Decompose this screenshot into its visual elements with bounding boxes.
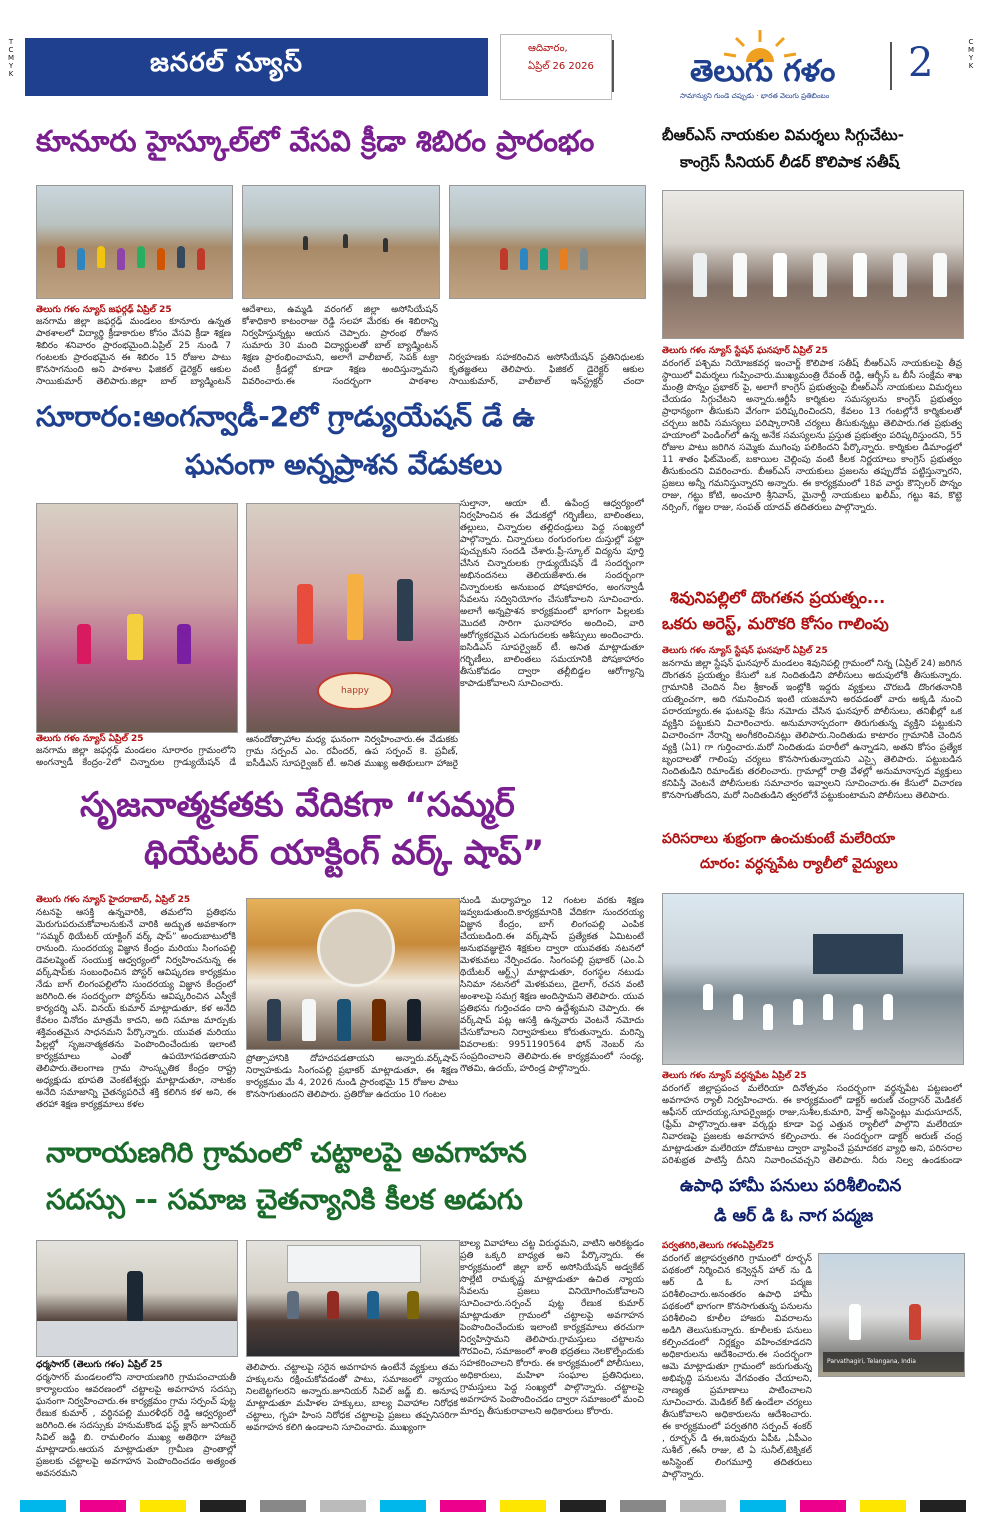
banner xyxy=(287,1245,421,1283)
header-divider-right xyxy=(890,42,892,90)
photo-legal-dais xyxy=(246,1240,460,1357)
article-brs-body: వరంగల్ పశ్చిమ నియోజకవర్గ ఇంచార్జ్ కొలిపాక సతీష్ బీఆర్ఎస్ నాయకులపై తీవ్ర స్థాయిలో విమర్శలు గుప్పించారు.ముఖ్యమంత్రి రేవంత్ రెడ్డి, ఆర్బీస్ ఒ బీసీ సంక్షేమ శాఖ మంత్రి పొన్నం ప్రభాకర్ పై, అలాగే కాంగ్రెస్ ప్రభుత్వంపై బీఆర్ఎస్ నాయకులు విమర్శలు చేయడం సిగ్గుచేటని అన్నారు.ఆర్టీసీ కార్మికుల సమస్యలను కాంగ్రెస్ ప్రభుత్వం ప్రాధాన్యంగా తీసుకుని వేగంగా పరిష్కరించిందని, కేవలం 13 గంటల్లోనే కార్మికులతో చర్చలు జరిపి సమస్యలు పరిష్కారానికి చర్యలు తీసుకున్నట్లు తెలిపారు.గత ప్రభుత్వ హయాంలో పెండింగ్‌లో ఉన్న అనేక సమస్యలను ప్రస్తుత ప్రభుత్వం పరిష్కరిస్తుందని, 55 రోజుల పాటు జరిగిన సమ్మెకు ముగింపు పలికిందని పేర్కొన్నారు. కార్మికుల డిమాండ్లలో 11 శాతం ఫిట్‌మెంట్, బకాయిల చెల్లింపు వంటి కీలక నిర్ణయాలు కాంగ్రెస్ ప్రభుత్వం తీసుకుందని వివరించారు. బీఆర్ఎస్ నాయకులు ప్రజలను తప్పుదోవ పట్టిస్తున్నారని, ప్రజలు అన్నీ గమనిస్తున్నారని అన్నారు. ఈ కార్యక్రమంలో 18వ వార్డు కౌన్సిలర్ పొన్నం రాజు, గట్టు కోటి, అంచూరి శ్రీనివాస్, మైనార్టీ నాయకులు ఖలీమ్, గట్టు శివ, కొట్టె నర్సింగ్, గజ్జల రాజు, సంపత్ యాదవ్ తదితరులు పాల్గొన్నారు. xyxy=(662,359,962,513)
color-swatch xyxy=(800,1500,846,1512)
headline-anganwadi-line1: సూరారం:అంగన్వాడీ-2లో గ్రాడ్యుయేషన్ డే ఉ xyxy=(36,400,535,433)
photo-malaria-rally xyxy=(662,893,964,1065)
photo-upadhi-inspection xyxy=(818,1253,965,1377)
headline-brs-line2: కాంగ్రెస్ సీనియర్ లీడర్ కొలిపాక సతీష్ xyxy=(680,153,900,171)
byline-anganwadi: తెలుగు గళం న్యూస్ ఏప్రిల్ 25 xyxy=(36,734,144,744)
headline-malaria-line1: పరిసరాలు శుభ్రంగా ఉంచుకుంటే మలేరియా xyxy=(662,831,895,847)
photo-summer-camp-students xyxy=(449,185,646,299)
byline-summer-camp: తెలుగు గళం న్యూస్ జఫర్గఢ్ ఏప్రిల్ 25 xyxy=(36,305,172,315)
photo-anganwadi-annaprasana xyxy=(246,503,460,733)
article-legal-col1: ధర్మసాగర్ మండలంలోని నారాయణగిరి గ్రామపంచాయతీ కార్యాలయం ఆవరణంలో చట్టాలపై అవగాహన సదస్సు ఘనంగా నిర్వహించారు.ఈ కార్యక్రమం గ్రామ సర్పంచ్ పుట్ట రేణుక కుమార్ , వర్ధినపల్లి మురళీధర్ రెడ్డి ఆధ్వర్యంలో జరిగింది.ఈ సదస్సుకు హనుమకొండ ఫస్ట్ క్లాస్ జూనియర్ సివిల్ జడ్జి బి. రామలింగం ముఖ్య అతిథిగా హాజరై మాట్లాడారు.ఆయన మాట్లాడుతూ గ్రామీణ ప్రాంతాల్లో ప్రజలకు చట్టాలపై అవగాహన పెంపొందించడం అత్యంత అవసరమని xyxy=(36,1373,236,1479)
photo-anganwadi-graduation xyxy=(36,503,238,733)
logo-tagline: సామాన్యుని గుండె చప్పుడు · భారత వెలుగు ప్రతిబింబం xyxy=(680,92,830,100)
article-summer-camp-col2: ఆదేశాలు, ఉమ్మడి వరంగల్ జిల్లా అసోసియేషన్ కోశాధికారి కాటంరాజు రెడ్డి సలహా మేరకు ఈ శిబిరాన్ని నిర్వహిస్తున్నట్లు ఆయన చెప్పారు. ప్రారంభ రోజున సుమారు 30 మంది విద్యార్థులతో బాల్ బ్యాడ్మింటన్ శిక్షణ ప్రారంభించామని, అలాగే వాలీబాల్, సెపక్ టక్రా వంటి క్రీడల్లో కూడా శిక్షణ అందిస్తున్నామని వివరించారు.ఈ సందర్భంగా పాఠశాల xyxy=(242,305,438,387)
portrait-frame xyxy=(317,909,395,987)
article-anganwadi-col-b: సుల్తానా, ఆయా టీ. ఉపేంద్ర ఆధ్వర్యంలో నిర్వహించిన ఈ వేడుకల్లో గర్భిణీలు, బాలింతలు, తల్లులు, చిన్నారుల తల్లిదండ్రులు పెద్ద సంఖ్యలో పాల్గొన్నారు. చిన్నారులు రంగురంగుల దుస్తుల్లో పట్టా పుచ్చుకుని సందడి చేశారు.ప్రీ-స్కూల్ విద్యను పూర్తి చేసిన చిన్నారులకు గ్రాడ్యుయేషన్ డే సందర్భంగా అభినందనలు తెలియజేశారు.ఈ సందర్భంగా చిన్నారులకు అనుబంధ పోషకాహారం, అంగన్వాడీ సేవలను సద్వినియోగం చేసుకోవాలని సూచించారు. అలాగే అన్నప్రాశన కార్యక్రమంలో భాగంగా పిల్లలకు మొదటి సారిగా ఘనాహారం అందించి, వారి ఆరోగ్యకరమైన ఎదుగుదలకు ఆశీస్సులు అందించారు. ఐసిడిఎస్ సూపర్వైజర్ టీ. అనిత మాట్లాడుతూ గర్భిణీలు, బాలింతలు సమయానికి పోషకాహారం తీసుకోవడం ద్వారా తల్లీబిడ్డల ఆరోగ్యాన్ని కాపాడుకోవాలని సూచించారు. xyxy=(460,499,644,689)
color-swatch xyxy=(740,1500,786,1512)
byline-malaria: తెలుగు గళం న్యూస్ వర్ధన్నపేట ఏప్రిల్ 25 xyxy=(662,1071,807,1081)
article-anganwadi-col-a: ఆనందోత్సాహాల మధ్య ఘనంగా నిర్వహించారు.ఈ వేడుకకు గ్రామ సర్పంచ్ ఎం. రవీందర్, ఉప సర్పంచ్ కె. ప్రవీణ్, ఐసీడీఎస్ సూపర్వైజర్ టీ. అనిత ముఖ్య అతిథులుగా హాజరై xyxy=(246,735,458,769)
newspaper-logo: తెలుగు గళం xyxy=(690,54,836,89)
headline-summer-camp: కూనూరు హైస్కూల్‌లో వేసవి క్రీడా శిబిరం ప్రారంభం xyxy=(36,124,595,158)
headline-anganwadi-line2: ఘనంగా అన్నప్రాశన వేడుకలు xyxy=(185,448,503,481)
headline-malaria-line2: దూరం: వర్ధన్నపేట ర్యాలీలో వైద్యులు xyxy=(700,856,898,872)
headline-legal-line1: నారాయణగిరి గ్రామంలో చట్టాలపై అవగాహన xyxy=(46,1136,527,1169)
color-swatch xyxy=(140,1500,186,1512)
article-theatre-col3: నుండి మధ్యాహ్నం 12 గంటల వరకు శిక్షణ ఇవ్వబడుతుంది.కార్యక్రమానికి వేదికగా సుందరయ్య విజ్ఞాన కేంద్రం, బాగ్ లింగంపల్లి ఎంపిక చేయబడింది.ఈ వర్క్‌షాప్ ప్రత్యేకత ఏమిటంటే అనుభవజ్ఞులైన శిక్షకుల ద్వారా యువతకు నటనలో మెళకువలు నేర్పించడం. సింగంపల్లి ప్రభాకర్ (ఎం.ఏ థియేటర్ ఆర్ట్స్) మాట్లాడుతూ, రంగస్థల నటుడు సినిమా నటనలో మెళకువలు, డైలాగ్, రచన వంటి అంశాలపై సమగ్ర శిక్షణ అందిస్తామని తెలిపారు. యువ ప్రతిభను గుర్తించడం దాని ఉద్దేశ్యమని చెప్పారు. ఈ వర్క్‌షాప్ పట్ల ఆసక్తి ఉన్నవారు వెంటనే నమోదు చేసుకోవాలని నిర్వాహకులు కోరుతున్నారు. మరిన్ని వివరాలకు: 9951190564 ఫోన్ నెంబర్ ను సంప్రదించాలని తెలిపారు.ఈ కార్యక్రమంలో సంధ్య, గౌతమి, ఉదయ్, హరిండ్ర పాల్గొన్నారు. xyxy=(460,896,644,1074)
byline-burglary: తెలుగు గళం న్యూస్ స్టేషన్ ఘనపూర్ ఏప్రిల్ 25 xyxy=(662,646,828,656)
registration-mark-left: T C M Y K xyxy=(7,38,15,78)
color-swatch xyxy=(920,1500,966,1512)
color-swatch xyxy=(380,1500,426,1512)
article-anganwadi-caption: జనగామ జిల్లా జఫర్గఢ్ మండలం సూరారం గ్రామంలోని అంగన్వాడీ కేంద్రం-2లో చిన్నారుల గ్రాడ్యుయేషన్ డే xyxy=(36,746,236,768)
headline-brs-line1: బీఆర్‌ఎస్ నాయకుల విమర్శలు సిగ్గుచేటు- xyxy=(662,126,904,144)
article-legal-col2: తెలిపారు. చట్టాలపై సరైన అవగాహన ఉంటేనే వ్యక్తులు తమ హక్కులను రక్షించుకోవడంతో పాటు, సమాజంలో న్యాయం నిలబెట్టగలరని అన్నారు.జూనియర్ సివిల్ జడ్జ్ బి. అనూష మాట్లాడుతూ మహిళల హక్కులు, బాల్య వివాహాల నిరోధక చట్టాలు, గృహ హింస నిరోధక చట్టాలపై ప్రజలు తప్పనిసరిగా అవగాహన కలిగి ఉండాలని సూచించారు. ముఖ్యంగా xyxy=(246,1363,458,1433)
color-swatch xyxy=(500,1500,546,1512)
color-swatch xyxy=(440,1500,486,1512)
article-summer-camp-col3: నిర్వహణకు సహకరించిన అసోసియేషన్ ప్రతినిధులకు కృతజ్ఞతలు తెలిపారు. ఫిజికల్ డైరెక్టర్ ఆకుల సాయికుమార్, వాలీబాల్ ఇన్‌స్ట్రక్టర్ చందా xyxy=(449,353,644,387)
photo-theatre-poster-launch xyxy=(246,898,460,1050)
photo-summer-camp-group xyxy=(36,185,233,299)
issue-date: ఏప్రిల్ 26 2026 xyxy=(528,61,594,72)
article-legal-col3: బాల్య వివాహాలు చట్ట విరుద్ధమని, వాటిని అరికట్టడం ప్రతి ఒక్కరి బాధ్యత అని పేర్కొన్నారు. ఈ కార్యక్రమంలో జిల్లా బార్ అసోసియేషన్ అడ్వకేట్ సొల్లేటి రామకృష్ణ మాట్లాడుతూ ఉచిత న్యాయ సేవలను ప్రజలు వినియోగించుకోవాలని సూచించారు.సర్పంచ్ పుట్ట రేణుక కుమార్ మాట్లాడుతూ గ్రామంలో చట్టాలపై అవగాహన పెంపొందించేందుకు ఇలాంటి కార్యక్రమాలు తరచుగా నిర్వహిస్తామని తెలిపారు.గ్రామస్తులు చట్టాలను గౌరవించి, సమాజంలో శాంతి భద్రతలు నెలకొల్పేందుకు సహకరించాలని కోరారు. ఈ కార్యక్రమంలో పోలీసులు, అధికారులు, మహిళా సంఘాల ప్రతినిధులు, గ్రామస్తులు పెద్ద సంఖ్యలో పాల్గొన్నారు. చట్టాలపై అవగాహన పెంపొందించడం ద్వారా సమాజంలో మంచి మార్పు తీసుకురావాలని అధికారులు కోరారు. xyxy=(460,1239,644,1417)
headline-theatre-line2: థియేటర్ యాక్టింగ్ వర్క్ షాప్” xyxy=(144,833,545,873)
article-theatre-col1: నటనపై ఆసక్తి ఉన్నవారికి, తమలోని ప్రతిభను మెరుగుపరుచుకోవాలనుకునే వారికి అద్భుత అవకాశంగా “సమ్మర్ థియేటర్ యాక్టింగ్ వర్క్ షాప్” అందుబాటులోకి రానుంది. సుందరయ్య విజ్ఞాన కేంద్రం మరియు సింగంపల్లి డెవలప్మెంట్ సంయుక్త ఆధ్వర్యంలో నిర్వహించనున్న ఈ వర్క్‌షాప్‌కు సంబంధించిన పోస్టర్ ఆవిష్కరణ కార్యక్రమం నేడు బాగ్ లింగంపల్లిలోని సుందరయ్య విజ్ఞాన కేంద్రంలో జరిగింది.ఈ సందర్భంగా పోస్టర్‌ను ఆవిష్కరించిన ఎస్వీకే కార్యదర్శి ఎస్. వినయ్ కుమార్ మాట్లాడుతూ, కళ అనేది కేవలం వినోదం మాత్రమే కాదని, అది సమాజ మార్పుకు శక్తివంతమైన సాధనమని పేర్కొన్నారు. యువత మరియు పిల్లల్లో సృజనాత్మకతను పెంపొందించేందుకు ఇలాంటి కార్యక్రమాలు ఎంతో ఉపయోగపడతాయని తెలిపారు.తెలంగాణ గ్రామ సాంస్కృతిక కేంద్రం రాష్ట్ర అధ్యక్షుడు భూపతి వెంకటేశ్వర్లు మాట్లాడుతూ, నాటకం అనేది సమాజాన్ని చైతన్యపరిచే శక్తి కలిగిన కళ అని, ఈ తరహా శిక్షణ కార్యక్రమాలు కళల xyxy=(36,908,236,1110)
color-swatch xyxy=(860,1500,906,1512)
color-swatch xyxy=(80,1500,126,1512)
section-title: జనరల్ న్యూస్ xyxy=(150,48,303,78)
page-number: 2 xyxy=(908,40,934,86)
color-swatch xyxy=(260,1500,306,1512)
header-divider-left xyxy=(612,40,614,92)
article-summer-camp-col1: జనగామ జిల్లా జఫర్గఢ్ మండలం కూనూరు ఉన్నత పాఠశాలలో విద్యార్థి క్రీడాకారుల కోసం వేసవి క్రీడా శిక్షణ శిబిరం శనివారం ప్రారంభమైంది.ఏప్రిల్ 25 నుండి 7 గంటలకు ప్రారంభమైన ఈ శిబిరం 15 రోజుల పాటు కొనసాగనుంది అని పాఠశాల ఫిజికల్ డైరెక్టర్ ఆకుల సాయికుమార్ తెలిపారు.జిల్లా బాల్ బ్యాడ్మింటన్ xyxy=(36,317,231,387)
table-front xyxy=(37,1321,237,1356)
headline-burglary-line2: ఒకరు అరెస్ట్, మరొకరి కోసం గాలింపు xyxy=(662,614,889,633)
headline-upadhi-line2: డి ఆర్ డి ఓ నాగ పద్మజ xyxy=(714,1206,874,1226)
byline-brs: తెలుగు గళం న్యూస్ స్టేషన్ ఘనపూర్ ఏప్రిల్ 25 xyxy=(662,346,828,356)
byline-theatre: తెలుగు గళం న్యూస్ హైదరాబాద్, ఏప్రిల్ 25 xyxy=(36,895,191,905)
photo-summer-camp-playground xyxy=(242,185,440,299)
article-burglary-body: జనగామ జిల్లా స్టేషన్ ఘనపూర్ మండలం శివునిపల్లి గ్రామంలో నిన్న (ఏప్రిల్ 24) జరిగిన దొంగతన ప్రయత్నం కేసులో ఒక నిందితుడిని పోలీసులు అదుపులోకి తీసుకున్నారు. గ్రామానికి చెందిన నీల శ్రీకాంత్ ఇంట్లోకి ఇద్దరు వ్యక్తులు చొరబడి దొంగతనానికి యత్నించగా, అది గమనించిన ఇంటి యజమాని అరవడంతో వారు అక్కడి నుంచి పరారయ్యారు.ఈ ఘటనపై కేసు నమోదు చేసిన ఘనపూర్ పోలీసులు, తనిఖీల్లో ఒక వ్యక్తిని పట్టుకుని విచారించారు. అనుమానాస్పదంగా తిరుగుతున్న వ్యక్తిని పట్టుకుని విచారించగా నేరాన్ని అంగీకరించినట్లు తెలిపారు.నిందితుడు కాటారం గ్రామానికి చెందిన వ్యక్తి (ఏ1) గా గుర్తించారు.మరో నిందితుడు పరారీలో ఉన్నాడని, అతని కోసం ప్రత్యేక బృందాలతో గాలింపు చర్యలు కొనసాగుతున్నాయని ఎస్సై తెలిపారు. పట్టుబడిన నిందితుడిని రిమాండ్‌కు తరలించారు. గ్రామాల్లో రాత్రి వేళల్లో అనుమానాస్పద వ్యక్తులు కనిపిస్తే వెంటనే పోలీసులకు సమాచారం ఇవ్వాలని సూచించారు.ఈ కేసులో విచారణ కొనసాగుతోందని, మరో నిందితుడిని త్వరలోనే పట్టుకుంటామని పోలీసులు తెలిపారు. xyxy=(662,659,962,801)
headline-upadhi-line1: ఉపాధి హామీ పనులు పరిశీలించిన xyxy=(680,1176,902,1196)
issue-day: ఆదివారం, xyxy=(528,43,568,54)
color-swatch xyxy=(560,1500,606,1512)
byline-upadhi: పర్వతగిరి,తెలుగు గళంఏప్రిల్25 xyxy=(662,1241,775,1251)
geo-stamp: Parvathagiri, Telangana, India xyxy=(823,1352,964,1372)
truck xyxy=(813,934,903,974)
photo-legal-speaker xyxy=(36,1240,238,1357)
color-swatch xyxy=(680,1500,726,1512)
byline-legal: ధర్మసాగర్ (తెలుగు గళం) ఏప్రిల్ 25 xyxy=(36,1360,163,1370)
registration-mark-right: C M Y K xyxy=(967,38,975,70)
headline-legal-line2: సదస్సు -- సమాజ చైతన్యానికి కీలక అడుగు xyxy=(46,1183,523,1216)
headline-theatre-line1: సృజనాత్మకతకు వేదికగా “సమ్మర్ xyxy=(80,785,515,825)
cake-decoration: happy xyxy=(317,672,393,710)
color-swatch xyxy=(200,1500,246,1512)
article-theatre-col2: ప్రోత్సాహానికి దోహదపడతాయని అన్నారు.వర్క్‌షాప్ నిర్వాహకుడు సింగంపల్లి ప్రభాకర్ మాట్లాడుతూ, ఈ శిక్షణ కార్యక్రమం మే 4, 2026 నుండి ప్రారంభమై 15 రోజుల పాటు కొనసాగుతుందని తెలిపారు. ప్రతిరోజు ఉదయం 10 గంటల xyxy=(246,1054,458,1100)
article-malaria-body: వరంగల్ జిల్లాప్రపంచ మలేరియా దినోత్సవం సందర్భంగా వర్ధన్నపేట పట్టణంలో అవగాహన ర్యాలీ నిర్వహించారు. ఈ కార్యక్రమంలో డాక్టర్ అరుణ్ చంద్రాసర్ మెడికల్ ఆఫీసర్ యాదయ్య,సూపర్వైజర్లు రాజు,సుశీల,కుమారి, హెల్త్ అసిస్టెంట్లు మధుసూదన్, (ఫ్రేమ్ పాల్గొన్నారు.ఆశా వర్కర్లు కూడా పెద్ద ఎత్తున ర్యాలీలో పాల్గొని మలేరియా నివారణపై ప్రజలకు అవగాహన కల్పించారు. ఈ సందర్భంగా డాక్టర్ అరుణ్ చంద్ర మాట్లాడుతూ మలేరియా దోమకాటు ద్వారా వ్యాపించే ప్రమాదకర వ్యాధి అని, పరిసరాల పరిశుభ్రత పాటిస్తే దీనిని నివారించవచ్చని తెలిపారు. నీరు నిల్వ ఉండకుండా xyxy=(662,1084,962,1166)
color-swatch xyxy=(620,1500,666,1512)
article-upadhi-body: వరంగల్ జిల్లాపర్వతగిరి గ్రామంలో రూర్బన్ పథకంలో నిర్మించిన కన్వెన్షన్ హాల్ ను డి ఆర్ డి ఓ నాగ పద్మజ పరిశీలించారు.అనంతరం ఉపాధి హామీ పథకంలో భాగంగా కొనసాగుతున్న పనులను పరిశీలించి కూలీల హాజరు వివరాలను అడిగి తెలుసుకున్నారు. కూలీలకు పనులు కల్పించడంలో నిర్లక్ష్యం వహించకూడదని అధికారులను ఆదేశించారు.ఈ సందర్భంగా ఆమె మాట్లాడుతూ గ్రామంలో జరుగుతున్న అభివృద్ధి పనులను వేగవంతం చేయాలని, నాణ్యత ప్రమాణాలు పాటించాలని సూచించారు. మెడికల్ కిట్ ఉండేలా చర్యలు తీసుకోవాలని అధికారులను ఆదేశించారు. ఈ కార్యక్రమంలో పర్వతగిరి సర్పంచ్ శంకర్ , రూర్బన్ డి ఈ,ఇరువురు ఏపీఓ ,ఏపీఎం సుశీల్ ,ఈసీ రాజు, టి ఏ సునీల్,టెక్నికల్ అసిస్టెంట్ లింగమూర్తి తదితరులు పాల్గొన్నారు. xyxy=(662,1254,812,1480)
color-swatch xyxy=(320,1500,366,1512)
color-swatch xyxy=(20,1500,66,1512)
headline-burglary-line1: శివునిపల్లిలో దొంగతన ప్రయత్నం... xyxy=(670,588,886,607)
photo-brs-press-meet xyxy=(662,190,964,339)
